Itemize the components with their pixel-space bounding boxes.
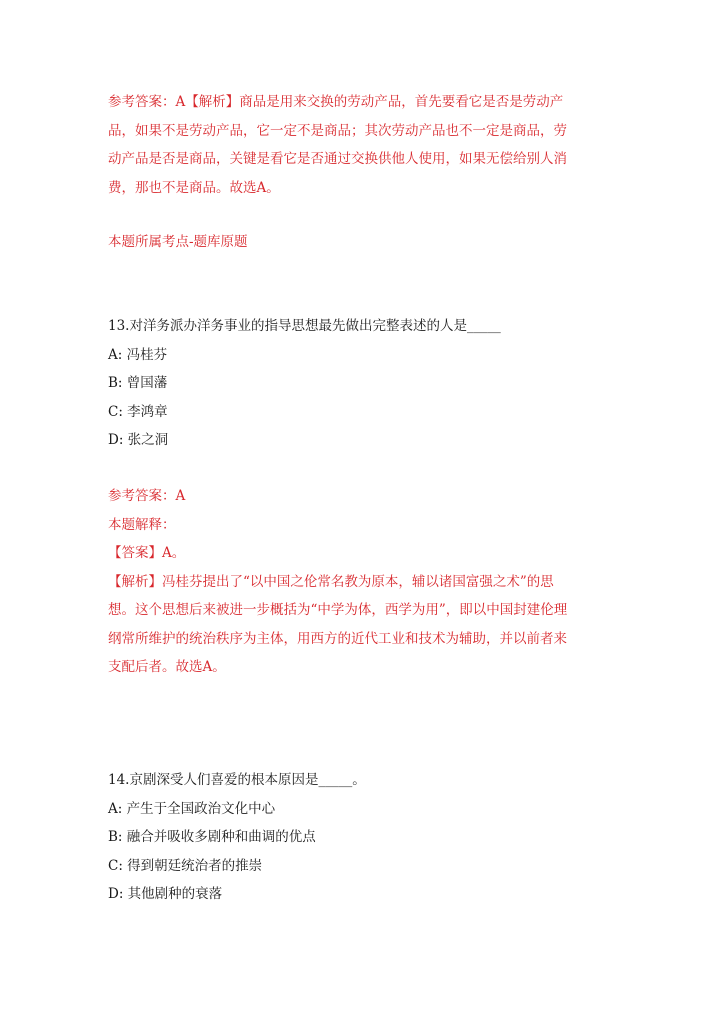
analysis-line: 动产品是否是商品，关键是看它是否通过交换供他人使用，如果无偿给别人消	[108, 151, 567, 167]
analysis-line: 纲常所维护的统治秩序为主体，用西方的近代工业和技术为辅助，并以前者来	[108, 630, 567, 647]
answer-tag: 【答案】A。	[108, 545, 186, 561]
question-14	[108, 766, 608, 909]
question-text: 13.对洋务派办洋务事业的指导思想最先做出完整表述的人是_____	[108, 318, 501, 334]
option-c: C: 李鸿章	[108, 403, 168, 420]
option-b: B: 融合并吸收多剧种和曲调的优点	[108, 829, 316, 845]
question-13	[108, 312, 608, 455]
analysis-line: 参考答案：A【解析】商品是用来交换的劳动产品，首先要看它是否是劳动产	[108, 94, 564, 110]
prev-answer-analysis	[108, 88, 608, 202]
option-b: B: 曾国藩	[108, 375, 168, 391]
option-a: A: 产生于全国政治文化中心	[108, 800, 276, 817]
analysis-line: 想。这个思想后来被进一步概括为“中学为体，西学为用”，即以中国封建伦理	[108, 602, 568, 618]
option-c: C: 得到朝廷统治者的推崇	[108, 857, 263, 874]
analysis-line: 费，那也不是商品。故选A。	[108, 179, 280, 196]
analysis-line: 【解析】冯桂芬提出了“以中国之伦常名教为原本，辅以诸国富强之术”的思	[108, 573, 554, 590]
reference-answer: 参考答案：A	[108, 488, 186, 504]
option-d: D: 张之洞	[108, 432, 169, 448]
question-text: 14.京剧深受人们喜爱的根本原因是_____。	[108, 772, 366, 788]
option-a: A: 冯桂芬	[108, 346, 168, 363]
source-note: 本题所属考点-题库原题	[108, 234, 248, 250]
explain-label: 本题解释：	[108, 516, 176, 533]
source-note-block	[108, 228, 608, 257]
question-13-answer	[108, 482, 608, 682]
option-d: D: 其他剧种的衰落	[108, 886, 223, 902]
analysis-line: 支配后者。故选A。	[108, 659, 226, 675]
analysis-line: 品，如果不是劳动产品，它一定不是商品；其次劳动产品也不一定是商品，劳	[108, 122, 567, 139]
